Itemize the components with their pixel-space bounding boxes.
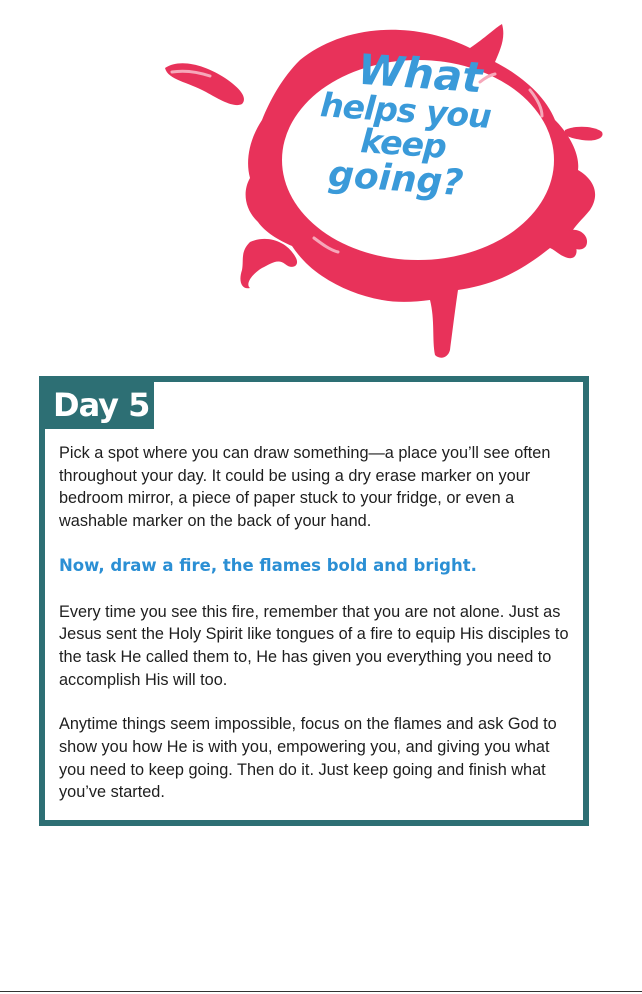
instruction-paragraph: Pick a spot where you can draw something—a place you’ll see often throughout your day. It could be using a dry erase marker on your bedroom mirror, a piece of paper stuck to your fridge, or even a washable marker on the back of your hand. [59, 444, 551, 531]
page-heading [277, 44, 532, 207]
heading-line-2: helps you keep [319, 85, 492, 166]
encouragement-paragraph: Anytime things seem impossible, focus on the flames and ask God to show you how He is with you, empowering you, and giving you what you need to keep going. Then do it. Just keep going and finish what you’ve started. [59, 715, 557, 802]
card-body [59, 442, 569, 826]
page-bottom-divider [0, 991, 642, 992]
day-label: Day 5 [53, 386, 150, 424]
day-card [39, 376, 589, 826]
heading-line-1: What [356, 44, 485, 103]
highlight-instruction: Now, draw a fire, the flames bold and bright. [59, 555, 477, 575]
day-label-tab [45, 382, 154, 429]
reflection-paragraph: Every time you see this fire, remember that you are not alone. Just as Jesus sent the Holy Spirit like tongues of a fire to equip His disciples to the task He called them to, He has given you everything you need to accomplish His will too. [59, 602, 569, 689]
heading-line-3: going? [326, 153, 465, 205]
